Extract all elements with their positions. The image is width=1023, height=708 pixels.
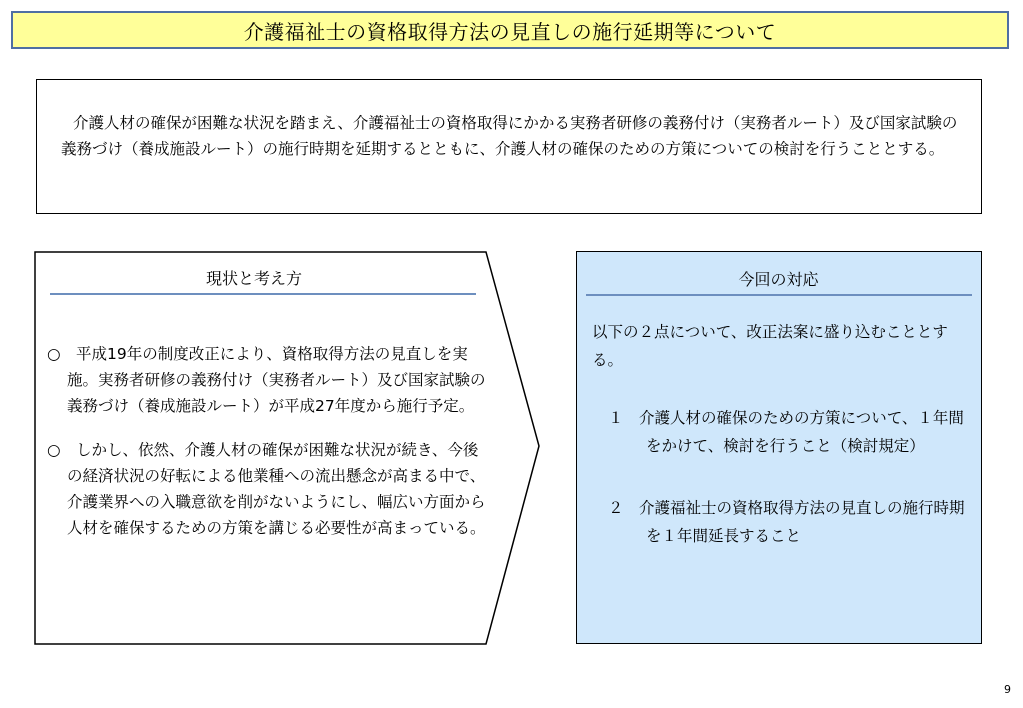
right-heading-divider: [586, 294, 972, 296]
right-item: ２ 介護福祉士の資格取得方法の見直しの施行時期を１年間延長すること: [608, 499, 965, 545]
summary-text: 介護人材の確保が困難な状況を踏まえ、介護福祉士の資格取得にかかる実務者研修の義務付け（実務者ルート）及び国家試験の義務づけ（養成施設ルート）の施行時期を延期するとともに、介護人材の確保のための方策についての検討を行うこととする。: [36, 79, 982, 214]
page-number: 9: [1004, 683, 1011, 696]
page-title: 介護福祉士の資格取得方法の見直しの施行延期等について: [11, 11, 1009, 49]
response-panel: [576, 251, 982, 644]
right-panel-body: [592, 318, 974, 550]
right-intro: 以下の２点について、改正法案に盛り込むこととする。: [592, 323, 948, 369]
right-panel-heading: 今回の対応: [738, 270, 819, 289]
left-panel-heading: 現状と考え方: [205, 269, 302, 288]
right-item: １ 介護人材の確保のための方策について、１年間をかけて、検討を行うこと（検討規定）: [608, 409, 964, 455]
left-paragraph: ○ 平成19年の制度改正により、資格取得方法の見直しを実施。実務者研修の義務付け（実務者ルート）及び国家試験の義務づけ（養成施設ルート）が平成27年度から施行予定。: [47, 345, 486, 415]
left-heading-divider: [50, 293, 476, 295]
left-paragraph: ○ しかし、依然、介護人材の確保が困難な状況が続き、今後の経済状況の好転による他業種への流出懸念が高まる中で、介護業界への入職意欲を削がないようにし、幅広い方面から人材を確保するための方策を講じる必要性が高まっている。: [47, 441, 486, 537]
left-panel-body: [47, 341, 491, 559]
